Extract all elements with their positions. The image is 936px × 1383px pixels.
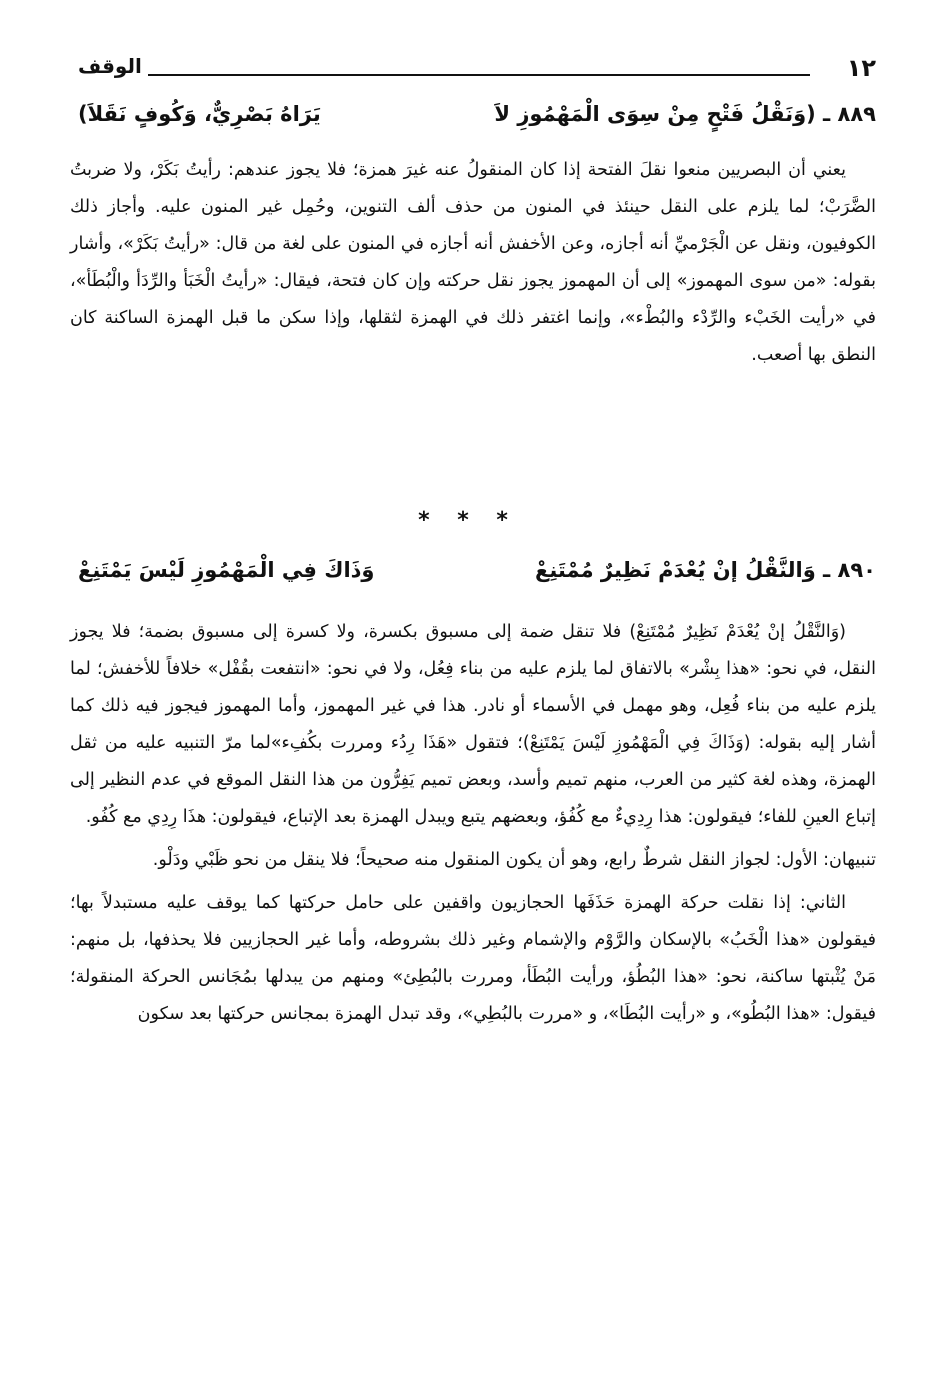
note-paragraph-second: الثاني: إذا نقلت حركة الهمزة حَذَفَها الحجازيون واقفين على حامل حركتها كما يوقف عليه مستبدلاً بها؛ فيقولون «هذا الْخَبُ» بالإسكان والرَّوْم والإشمام وغير ذلك بشروطه، وأما غير الحجازيين فلا يحذفها، بل منهم: مَنْ يُثْبتها ساكنة، نحو: «هذا البُطُؤ، ورأيت البُطَأ، ومررت بالبُطِئ» ومنهم من يبدلها بمُجَانس الحركة المنقولة؛ فيقول: «هذا البُطُو»، و «رأيت البُطَا»، و «مررت بالبُطِي»، وقد تبدل الهمزة بمجانس حركتها بعد سكون [70, 893, 876, 1024]
commentary-889 [70, 152, 876, 374]
verse-890 [78, 552, 876, 596]
commentary-paragraph: (وَالنَّقْلُ إنْ يُعْدَمْ نَظِيرٌ مُمْتَنِعْ) فلا تنقل ضمة إلى مسبوق بكسرة، ولا كسرة إلى مسبوق بضمة؛ فلا يجوز النقل، في نحو: «هذا بِشْر» بالاتفاق لما يلزم عليه من بناء فِعُل، ولا في نحو: «انتفعت بقُفْل» خلافاً للأخفش؛ لما يلزم عليه من بناء فُعِل، وهو مهمل في الأسماء أو نادر. هذا في غير المهموز، وأما المهموز فيجوز فيه ذلك كما أشار إليه بقوله: (وَذَاكَ فِي الْمَهْمُوزِ لَيْسَ يَمْتَنِعْ)؛ فتقول «هَذَا رِدُء ومررت بكُفِء»لما مرّ التنبيه عليه من ثقل الهمزة، وهذه لغة كثير من العرب، منهم تميم وأسد، وبعض تميم يَفِرُّون من هذا النقل الموقع في عدم النظير إلى إتباع العينِ للفاء؛ فيقولون: هذا رِدِيءٌ مع كُفُؤ، وبعضهم يتبع ويبدل الهمزة بعد الإتباع، فيقولون: هذَا رِدِي مع كُفُو. [70, 622, 876, 827]
section-divider-stars: * * * [418, 508, 518, 533]
verse-890-first-hemistich: ٨٩٠ ـ وَالنَّقْلُ إنْ يُعْدَمْ نَظِيرٌ مُمْتَنِعْ [535, 558, 876, 582]
note-paragraph-first: تنبيهان: الأول: لجواز النقل شرطٌ رابع، وهو أن يكون المنقول منه صحيحاً؛ فلا ينقل من نحو ظَبْي ودَلْو. [152, 850, 876, 870]
verse-889-first-hemistich: ٨٨٩ ـ (وَنَقْلُ فَتْحٍ مِنْ سِوَى الْمَهْمُوزِ لاَ [494, 102, 876, 126]
page-header [78, 52, 876, 86]
commentary-paragraph: يعني أن البصريين منعوا نقلَ الفتحة إذا كان المنقولُ عنه غيرَ همزة؛ فلا يجوز عندهم: رأيتُ بَكَرْ، ولا ضربتُ الضَّرَبْ؛ لما يلزم على النقل حينئذ في المنون من حذف ألف التنوين، وحُمِل غير المنون عليه. وأجاز ذلك الكوفيون، ونقل عن الْجَرْميِّ أنه أجازه، وعن الأخفش أنه أجازه في المنون على لغة من قال: «رأيتُ بَكَرْ»، وأشار بقوله: «من سوى المهموز» إلى أن المهموز يجوز نقل حركته وإن كان فتحة، فيقال: «رأيتُ الْخَبَأ والرِّدَأ والْبُطَأ»، في «رأيت الخَبْء والرِّدْء والبُطْء»، وإنما اغتفر ذلك في الهمزة لثقلها، وإذا سكن ما قبل الهمزة الساكنة كان النطق بها أصعب. [70, 160, 876, 365]
page-number: ١٢ [846, 54, 876, 82]
verse-889 [78, 96, 876, 140]
commentary-890 [70, 614, 876, 1033]
verse-890-second-hemistich: وَذَاكَ فِي الْمَهْمُوزِ لَيْسَ يَمْتَنِعْ [78, 558, 375, 582]
header-rule [148, 74, 810, 76]
section-title: الوقف [78, 54, 142, 78]
verse-889-second-hemistich: يَرَاهُ بَصْرِيٌّ، وَكُوفٍ نَقَلاَ) [78, 102, 321, 126]
